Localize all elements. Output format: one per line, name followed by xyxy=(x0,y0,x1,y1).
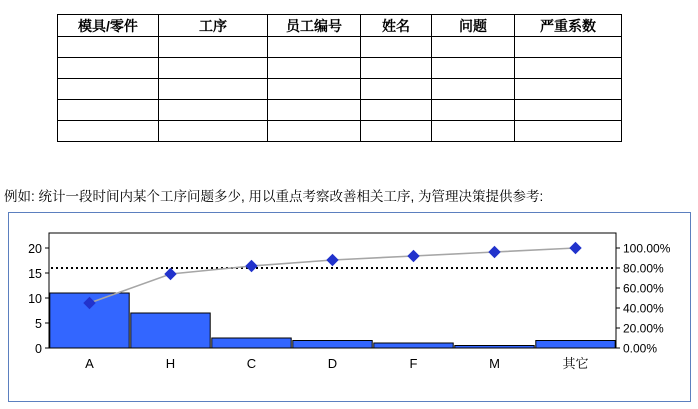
table-cell[interactable] xyxy=(515,100,622,121)
category-label-F: F xyxy=(409,356,418,371)
table-cell[interactable] xyxy=(515,37,622,58)
table-cell[interactable] xyxy=(159,100,268,121)
table-cell[interactable] xyxy=(432,121,515,142)
table-cell[interactable] xyxy=(159,37,268,58)
column-header-name: 姓名 xyxy=(361,15,432,37)
table-cell[interactable] xyxy=(432,58,515,79)
pareto-chart xyxy=(9,213,690,401)
right-axis-label: 40.00% xyxy=(623,301,664,316)
bar-C[interactable] xyxy=(212,338,291,348)
right-axis-label: 80.00% xyxy=(623,261,664,276)
table-row xyxy=(58,37,622,58)
bar-D[interactable] xyxy=(293,341,372,349)
left-axis-label: 20 xyxy=(28,242,42,256)
left-axis-label: 10 xyxy=(28,292,42,306)
category-label-其它: 其它 xyxy=(562,356,589,371)
table-cell[interactable] xyxy=(432,37,515,58)
chart-caption: 例如: 统计一段时间内某个工序问题多少, 用以重点考察改善相关工序, 为管理决策提供参考: xyxy=(4,189,544,204)
left-axis-label: 5 xyxy=(35,317,42,331)
left-axis-label: 0 xyxy=(35,342,42,356)
table-cell[interactable] xyxy=(268,58,361,79)
bar-F[interactable] xyxy=(374,343,453,348)
category-label-D: D xyxy=(327,356,338,371)
table-cell[interactable] xyxy=(515,79,622,100)
category-label-C: C xyxy=(246,356,257,371)
table-cell[interactable] xyxy=(515,121,622,142)
right-axis-label: 100.00% xyxy=(623,241,671,256)
left-axis-label: 15 xyxy=(28,267,42,281)
column-header-severity: 严重系数 xyxy=(515,15,622,37)
bar-M[interactable] xyxy=(455,346,534,349)
category-label-H: H xyxy=(165,356,176,371)
table-cell[interactable] xyxy=(58,121,159,142)
table-header-row xyxy=(58,15,622,37)
table-cell[interactable] xyxy=(159,79,268,100)
column-header-issue: 问题 xyxy=(432,15,515,37)
table-cell[interactable] xyxy=(58,79,159,100)
table-cell[interactable] xyxy=(58,100,159,121)
table-cell[interactable] xyxy=(361,79,432,100)
category-label-A: A xyxy=(85,356,94,371)
bar-其它[interactable] xyxy=(536,341,615,349)
table-header xyxy=(58,15,622,37)
right-axis-label: 60.00% xyxy=(623,281,664,296)
table-cell[interactable] xyxy=(361,37,432,58)
table-cell[interactable] xyxy=(515,58,622,79)
table-cell[interactable] xyxy=(268,37,361,58)
table-row xyxy=(58,121,622,142)
table-cell[interactable] xyxy=(159,58,268,79)
table-row xyxy=(58,58,622,79)
column-header-process: 工序 xyxy=(159,15,268,37)
table-row xyxy=(58,100,622,121)
table-cell[interactable] xyxy=(361,121,432,142)
table-cell[interactable] xyxy=(58,37,159,58)
right-axis-label: 20.00% xyxy=(623,321,664,336)
bar-H[interactable] xyxy=(131,313,210,348)
table-cell[interactable] xyxy=(361,100,432,121)
column-header-employee-id: 员工编号 xyxy=(268,15,361,37)
table-cell[interactable] xyxy=(268,121,361,142)
category-label-M: M xyxy=(489,356,500,371)
table-cell[interactable] xyxy=(432,100,515,121)
mould-part-table-container xyxy=(57,14,615,142)
mould-part-table xyxy=(57,14,622,142)
table-cell[interactable] xyxy=(361,58,432,79)
table-row xyxy=(58,79,622,100)
table-cell[interactable] xyxy=(58,58,159,79)
pareto-chart-frame xyxy=(8,212,691,402)
table-cell[interactable] xyxy=(268,100,361,121)
right-axis-label: 0.00% xyxy=(623,341,658,356)
table-cell[interactable] xyxy=(268,79,361,100)
table-body xyxy=(58,37,622,142)
table-cell[interactable] xyxy=(432,79,515,100)
table-cell[interactable] xyxy=(159,121,268,142)
pareto-chart-svg xyxy=(9,213,690,401)
column-header-mould-part: 模具/零件 xyxy=(58,15,159,37)
